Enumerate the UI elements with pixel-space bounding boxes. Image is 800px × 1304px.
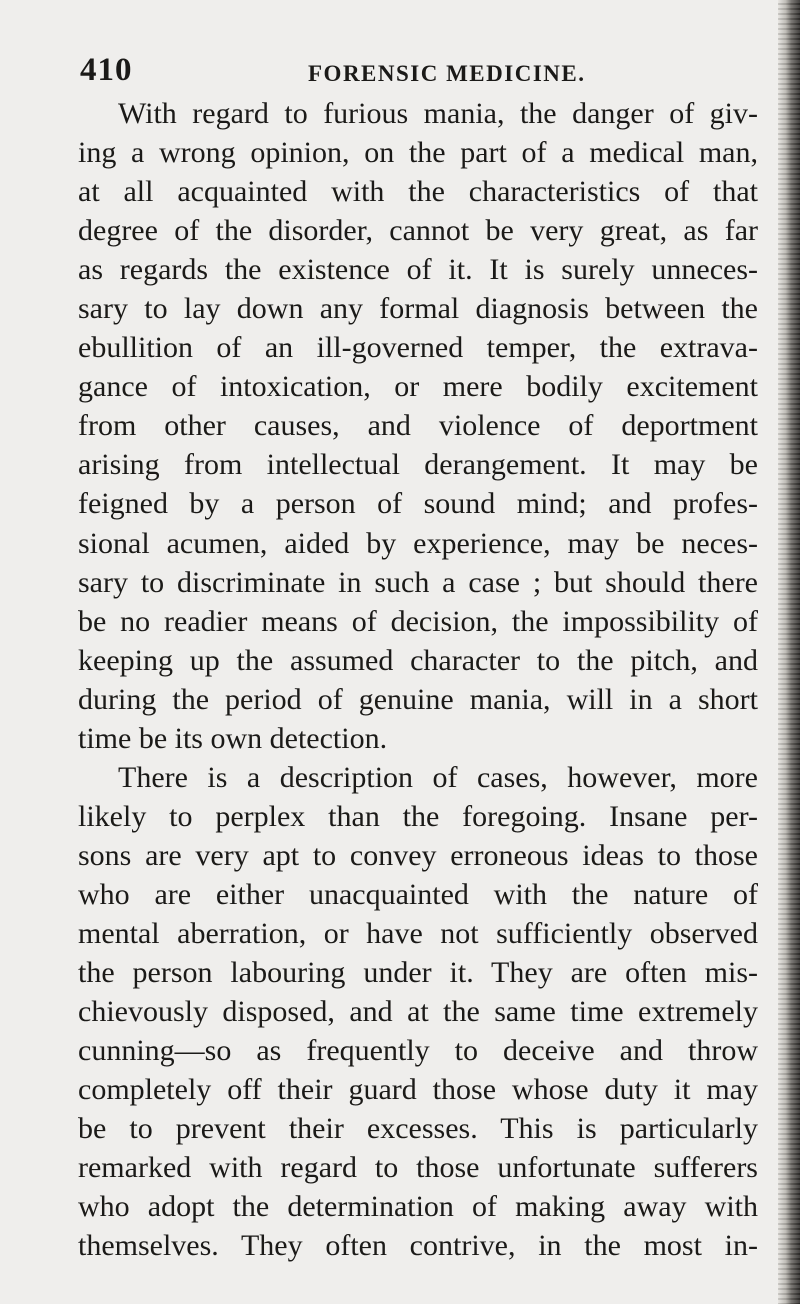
text-line: likely to perplex than the foregoing. Insane per- — [78, 799, 758, 833]
book-page-edge — [778, 0, 800, 1304]
text-line: sary to lay down any formal diagnosis between the — [78, 292, 758, 326]
running-title: FORENSIC MEDICINE. — [308, 61, 586, 86]
text-line: degree of the disorder, cannot be very great, as far — [78, 214, 758, 248]
text-line: themselves. They often contrive, in the most in- — [78, 1229, 758, 1263]
text-line: feigned by a person of sound mind; and profes- — [78, 487, 758, 521]
text-line: sary to discriminate in such a case ; but should there — [78, 565, 758, 599]
text-line: chievously disposed, and at the same time extremely — [78, 995, 758, 1029]
text-line: during the period of genuine mania, will in a short — [78, 682, 758, 716]
text-line: With regard to furious mania, the danger of giv- — [118, 97, 758, 130]
text-line: at all acquainted with the characteristics of that — [78, 175, 758, 209]
text-line: be no readier means of decision, the impossibility of — [78, 604, 758, 638]
paragraph-2 — [78, 758, 758, 1266]
text-line: be to prevent their excesses. This is particularly — [78, 1112, 758, 1146]
text-line: as regards the existence of it. It is surely unneces- — [78, 253, 758, 287]
text-line: gance of intoxication, or mere bodily excitement — [78, 370, 758, 404]
text-line: sional acumen, aided by experience, may be neces- — [78, 526, 758, 560]
text-line: ebullition of an ill-governed temper, the extrava- — [78, 331, 758, 365]
page-number: 410 — [80, 52, 133, 88]
text-line: sons are very apt to convey erroneous ideas to those — [78, 838, 758, 872]
page-header — [80, 52, 760, 92]
text-line: completely off their guard those whose duty it may — [78, 1073, 758, 1107]
text-line: cunning—so as frequently to deceive and throw — [78, 1034, 758, 1068]
text-line: who are either unacquainted with the nature of — [78, 877, 758, 911]
body-text — [78, 94, 758, 1265]
text-line: ing a wrong opinion, on the part of a medical man, — [78, 136, 758, 170]
text-line: from other causes, and violence of deportment — [78, 409, 758, 443]
text-line: There is a description of cases, however, more — [118, 760, 758, 794]
text-line: mental aberration, or have not sufficiently observed — [78, 916, 758, 950]
text-line: arising from intellectual derangement. It may be — [78, 448, 758, 482]
text-line: remarked with regard to those unfortunate sufferers — [78, 1151, 758, 1185]
text-line: who adopt the determination of making away with — [78, 1190, 758, 1224]
text-line: keeping up the assumed character to the pitch, and — [78, 643, 758, 677]
text-line: time be its own detection. — [78, 721, 388, 755]
paragraph-1 — [78, 94, 758, 758]
text-line: the person labouring under it. They are often mis- — [78, 956, 758, 990]
